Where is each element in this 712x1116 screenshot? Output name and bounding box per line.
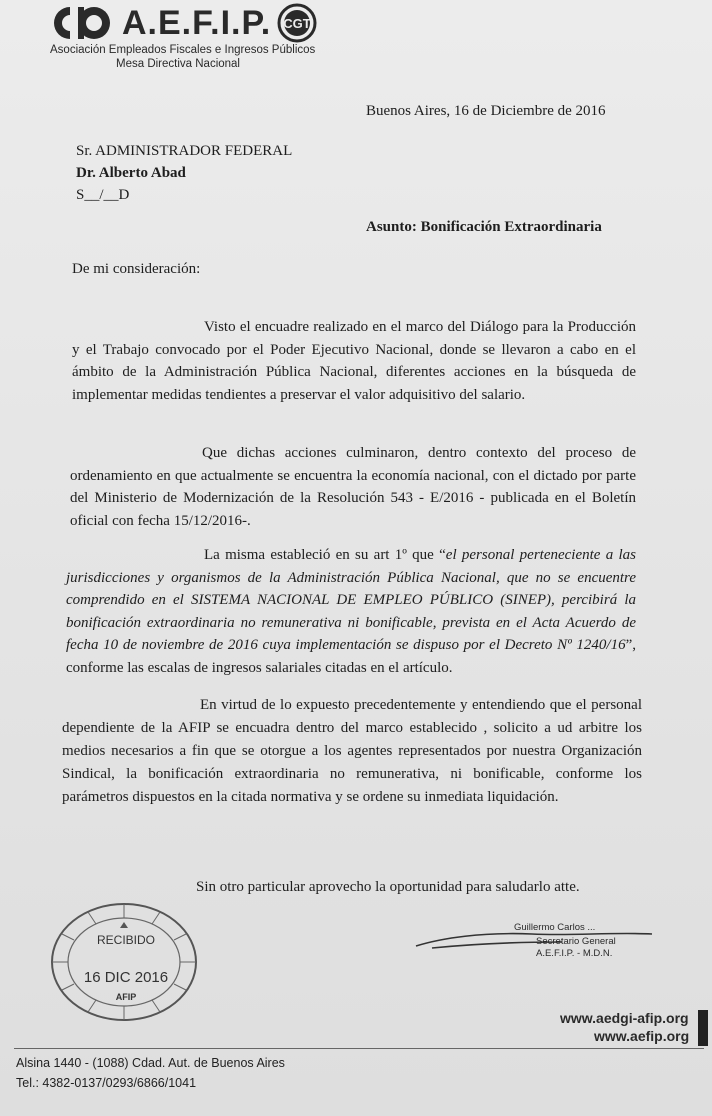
paragraph-3-end: ”, conforme las escalas de ingresos salariales citadas en el artículo. (66, 637, 636, 676)
paragraph-2: Que dichas acciones culminaron, dentro contexto del proceso de ordenamiento en que actualmente se encuentra la economía nacional, con el dictado por parte del Ministerio de Modernización de la Resolución 543 - E/2016 - publicada en el Boletín oficial con fecha 15/12/2016-. (70, 445, 636, 529)
closing-line: Sin otro particular aprovecho la oportunidad para saludarlo atte. (196, 879, 580, 895)
signature-title: Secretario General (536, 936, 616, 947)
logo-text: A.E.F.I.P. (122, 4, 272, 42)
recipient-title: Sr. ADMINISTRADOR FEDERAL (76, 143, 293, 159)
letter-date: Buenos Aires, 16 de Diciembre de 2016 (366, 103, 606, 119)
footer-accent-bar (698, 1010, 708, 1046)
received-stamp (48, 900, 200, 1024)
website-link-2[interactable]: www.aefip.org (594, 1028, 690, 1044)
stamp-date: 16 DIC 2016 (83, 969, 169, 986)
paragraph-3-quote: el personal perteneciente a las jurisdicciones y organismos de la Administración Pública Nacional, que no se encuentre comprendido en el SISTEMA NACIONAL DE EMPLEO PÚBLICO (SINEP), percibirá la bonificación extraordinaria no remunerativa ni bonificable, prevista en el Acta Acuerdo de fecha 10 de noviembre de 2016 cuya implementación se dispuso por el Decreto Nº 1240/16 (66, 547, 636, 653)
footer-address: Alsina 1440 - (1088) Cdad. Aut. de Buenos Aires (16, 1056, 285, 1070)
cgt-seal-icon (277, 3, 317, 43)
letter-subject: Asunto: Bonificación Extraordinaria (366, 219, 602, 235)
paragraph-1: Visto el encuadre realizado en el marco del Diálogo para la Producción y el Trabajo convocado por el Poder Ejecutivo Nacional, donde se llevaron a cabo en el ámbito de la Administración Pública Nacional, diferentes acciones en la búsqueda de implementar medidas tendientes a preservar el valor adquisitivo del salario. (72, 319, 636, 403)
svg-text:CGT: CGT (283, 16, 311, 31)
org-subtitle: Mesa Directiva Nacional (116, 58, 240, 70)
paragraph-3 (66, 544, 636, 679)
paragraph-3-intro: La misma estableció en su art 1º que “ (204, 547, 446, 563)
salutation: De mi consideración: (72, 261, 201, 277)
signature-name: Guillermo Carlos ... (514, 922, 596, 933)
paragraph-4: En virtud de lo expuesto precedentemente y entendiendo que el personal dependiente de la AFIP se encuadra dentro del marco establecido , solicito a ud arbitre los medios necesarios a fin que se otorgue a los agentes representados por nuestra Organización Sindical, la bonificación extraordinaria no remunerativa, ni bonificable, conforme los parámetros dispuestos en la citada normativa y se ordene su inmediata liquidación. (62, 697, 642, 805)
aefip-logo-icon (48, 3, 120, 43)
org-name: Asociación Empleados Fiscales e Ingresos Públicos (50, 44, 316, 56)
footer-divider (14, 1048, 704, 1049)
letterhead-logo (48, 2, 317, 44)
recipient-sd: S__/__D (76, 187, 130, 203)
stamp-org: AFIP (115, 992, 137, 1002)
footer-phone: Tel.: 4382-0137/0293/6866/1041 (16, 1076, 197, 1090)
stamp-label: RECIBIDO (96, 933, 156, 947)
recipient-name: Dr. Alberto Abad (76, 165, 186, 181)
signature-org: A.E.F.I.P. - M.D.N. (536, 948, 613, 959)
website-link-1[interactable]: www.aedgi-afip.org (560, 1010, 689, 1026)
